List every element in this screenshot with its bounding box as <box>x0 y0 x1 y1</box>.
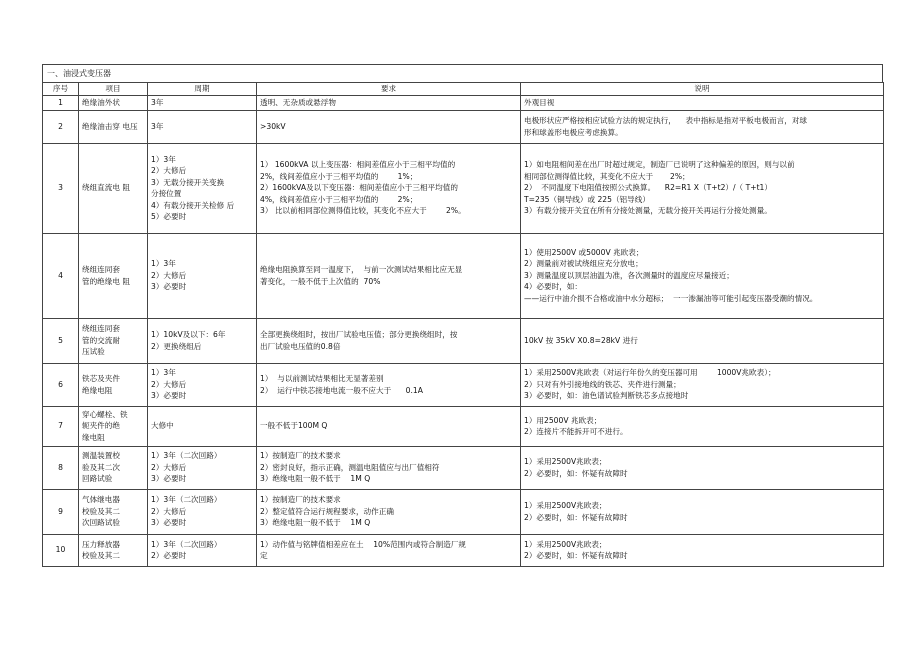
test-requirement <box>257 143 521 233</box>
test-cycle-line: 2）大修后 <box>151 462 187 472</box>
table-row <box>43 233 884 318</box>
test-note-line: 1）采用2500V兆欧表； <box>524 457 607 466</box>
test-cycle-line: 1）3年 <box>151 154 176 164</box>
test-requirement-line: 1）动作值与铭牌值相差应在土 10%范围内或符合制造厂规 <box>260 539 467 549</box>
test-item-line: 压力释放器 <box>82 539 120 549</box>
test-note <box>521 96 884 111</box>
test-item-line: 次回路试验 <box>82 518 120 528</box>
row-number: 7 <box>43 406 79 446</box>
test-requirement-line: 4%，线间差值应小于三相平均值的 2%； <box>260 194 418 204</box>
table-row <box>43 110 884 143</box>
test-item-line: 校验及其二 <box>82 506 120 516</box>
test-note-line: 2）必要时，如：怀疑有故障时 <box>524 551 628 560</box>
test-requirement-line: 2）1600kVA及以下变压器：相间差值应小于三相平均值的 <box>260 183 458 193</box>
test-note-line: 3）测量温度以顶层油温为准，各次测量时的温度应尽量接近； <box>524 270 734 280</box>
header-note: 说明 <box>521 83 884 96</box>
test-cycle <box>148 318 257 363</box>
test-item <box>79 489 148 534</box>
test-cycle <box>148 406 257 446</box>
test-requirement-line: 1） 1600kVA 以上变压器：相间差值应小于三相平均值的 <box>260 160 456 170</box>
row-number: 9 <box>43 489 79 534</box>
test-item <box>79 406 148 446</box>
test-item <box>79 534 148 566</box>
test-requirement <box>257 318 521 363</box>
test-note-line: 10kV 按 35kV X0.8=28kV 进行 <box>524 335 638 345</box>
test-note <box>521 143 884 233</box>
test-cycle-line: 5）必要时 <box>151 212 187 221</box>
test-requirement <box>257 489 521 534</box>
test-item-line: 压试验 <box>82 347 105 357</box>
header-requirement: 要求 <box>257 83 521 96</box>
test-requirement <box>257 534 521 566</box>
test-cycle-line: 2）大修后 <box>151 270 187 280</box>
test-note-line: 相同部位测得值比较，其变化不应大于 2%； <box>524 171 690 181</box>
test-cycle <box>148 233 257 318</box>
row-number: 3 <box>43 143 79 233</box>
test-note <box>521 489 884 534</box>
test-cycle-line: 1）3年（二次回路） <box>151 451 222 461</box>
table-row <box>43 489 884 534</box>
test-cycle-line: 3）必要时 <box>151 282 187 292</box>
test-requirement-line: 2%，线间差值应小于三相平均值的 1%； <box>260 171 418 181</box>
test-requirement-line: 3）绝缘电阻一般不低于 1M Q <box>260 474 371 484</box>
test-cycle-line: 1）3年 <box>151 259 176 269</box>
test-item <box>79 96 148 111</box>
test-cycle-line: 2）大修后 <box>151 379 187 389</box>
test-cycle-line: 3）必要时 <box>151 474 187 484</box>
test-cycle-line: 2）大修后 <box>151 166 187 175</box>
table-row <box>43 406 884 446</box>
test-note-line: 外观目视 <box>524 98 555 107</box>
test-cycle-line: 大修中 <box>151 421 174 431</box>
test-requirement-line: 定 <box>260 551 268 560</box>
test-cycle <box>148 110 257 143</box>
test-requirement-line: 出厂试验电压值的0.8倍 <box>260 341 341 351</box>
test-requirement <box>257 233 521 318</box>
test-item-line: 气体继电器 <box>82 495 120 505</box>
test-item <box>79 318 148 363</box>
test-item-line: 管的交流耐 <box>82 335 120 345</box>
table-row <box>43 446 884 489</box>
test-note-line: 2）连接片不能拆开可不进行。 <box>524 427 628 436</box>
test-cycle-line: 3年 <box>151 98 164 107</box>
test-item-line: 缘电阻 <box>82 432 105 442</box>
test-item-line: 绝缘电阻 <box>82 385 113 395</box>
test-item-line: 回路试验 <box>82 474 113 484</box>
row-number: 1 <box>43 96 79 111</box>
test-cycle-line: 1）10kV及以下：6年 <box>151 330 226 339</box>
test-item-line: 穿心螺栓、铁 <box>82 409 128 419</box>
test-requirement <box>257 363 521 406</box>
test-item <box>79 110 148 143</box>
test-note-line: 2）必要时，如：怀疑有故障时 <box>524 468 628 478</box>
test-note <box>521 110 884 143</box>
test-note-line: 1）用2500V 兆欧表； <box>524 415 602 425</box>
row-number: 2 <box>43 110 79 143</box>
test-note-line: 1）采用2500V兆欧表； <box>524 539 607 549</box>
test-item-line: 绕组连同套 <box>82 324 120 334</box>
test-cycle-line: 3）必要时 <box>151 391 187 401</box>
test-note <box>521 446 884 489</box>
test-cycle-line: 2）更换绕组后 <box>151 341 202 351</box>
test-cycle <box>148 446 257 489</box>
header-cycle: 周期 <box>148 83 257 96</box>
test-note <box>521 406 884 446</box>
test-note-line: ——运行中油介损不合格或油中水分超标； 一一渗漏油等可能引起变压器受潮的情况。 <box>524 293 818 303</box>
test-item-line: 绝缘油击穿 电压 <box>82 121 138 131</box>
test-requirement-line: 著变化，一般不低于上次值的 70% <box>260 276 381 286</box>
test-item-line: 验及其二次 <box>82 462 120 472</box>
test-note-line: 2）只对有外引接地线的铁芯、夹件进行测量； <box>524 379 681 389</box>
test-item-line: 铁芯及夹件 <box>82 374 120 383</box>
row-number: 4 <box>43 233 79 318</box>
test-note-line: 1）如电阻相间差在出厂时超过规定，制造厂已说明了这种偏差的原因，则与以前 <box>524 160 795 170</box>
header-item: 项目 <box>79 83 148 96</box>
test-note <box>521 534 884 566</box>
test-note-line: 3）必要时，如：油色谱试验判断铁芯多点接地时 <box>524 391 689 401</box>
test-cycle-line: 3）必要时 <box>151 518 187 528</box>
test-note <box>521 318 884 363</box>
test-requirement-line: 1）按制造厂的技术要求 <box>260 451 341 461</box>
test-cycle-line: 4）有载分接开关检修 后 <box>151 200 235 210</box>
test-requirement <box>257 406 521 446</box>
test-cycle-line: 2）大修后 <box>151 506 187 516</box>
header-no: 序号 <box>43 83 79 96</box>
table-row <box>43 534 884 566</box>
test-requirement-line: 全部更换绕组时，按出厂试验电压值；部分更换绕组时，按 <box>260 330 458 339</box>
test-requirement-line: 2）整定值符合运行规程要求，动作正确 <box>260 506 394 516</box>
test-requirement-line: >30kV <box>260 121 286 131</box>
test-item <box>79 143 148 233</box>
test-requirement-line: 3） 比以前相同部位测得值比较，其变化不应大于 2%。 <box>260 206 466 216</box>
test-cycle <box>148 96 257 111</box>
test-items-table <box>42 82 884 567</box>
table-header-row <box>43 83 884 96</box>
test-cycle-line: 分接位置 <box>151 189 182 198</box>
test-note-line: 1）采用2500V兆欧表（对运行年份久的变压器可用 1000V兆欧表）； <box>524 368 776 378</box>
table-row <box>43 96 884 111</box>
test-note-line: T=235（铜导线）或 225（铝导线） <box>524 194 650 204</box>
row-number: 5 <box>43 318 79 363</box>
test-item <box>79 363 148 406</box>
test-item <box>79 233 148 318</box>
table-body <box>43 96 884 567</box>
test-note-line: 形和球盖形电极应考虑换算。 <box>524 127 623 137</box>
test-note <box>521 363 884 406</box>
test-cycle-line: 1）3年（二次回路） <box>151 539 222 549</box>
test-item <box>79 446 148 489</box>
test-cycle-line: 2）必要时 <box>151 551 187 560</box>
test-note <box>521 233 884 318</box>
test-requirement <box>257 96 521 111</box>
test-item-line: 绕组连同套 <box>82 265 120 274</box>
test-note-line: 电极形状应严格按相应试验方法的规定执行， 表中指标是指对平板电极而言，对球 <box>524 116 808 125</box>
test-note-line: 1）使用2500V 或5000V 兆欧表； <box>524 247 644 257</box>
row-number: 8 <box>43 446 79 489</box>
test-cycle <box>148 363 257 406</box>
test-requirement-line: 透明、无杂质或悬浮物 <box>260 98 336 107</box>
document-page <box>42 64 883 567</box>
table-row <box>43 143 884 233</box>
test-requirement <box>257 446 521 489</box>
test-note-line: 2）测量前对被试绕组应充分放电； <box>524 259 643 269</box>
test-requirement-line: 绝缘电阻换算至同一温度下， 与前一次测试结果相比应无显 <box>260 265 463 274</box>
test-cycle-line: 1）3年 <box>151 368 176 378</box>
test-item-line: 测温装置校 <box>82 451 120 461</box>
test-item-line: 轭夹件的绝 <box>82 421 120 431</box>
test-cycle-line: 3）无载分接开关变换 <box>151 177 225 187</box>
test-cycle-line: 1）3年（二次回路） <box>151 495 222 505</box>
test-note-line: 4）必要时，如： <box>524 282 582 292</box>
section-title: 一、油浸式变压器 <box>42 64 883 82</box>
test-requirement-line: 2）密封良好，指示正确，测温电阻值应与出厂值相符 <box>260 462 440 472</box>
test-note-line: 3）有载分接开关宜在所有分接处测量，无载分接开关再运行分接处测量。 <box>524 206 772 216</box>
row-number: 6 <box>43 363 79 406</box>
test-cycle-line: 3年 <box>151 121 164 131</box>
test-cycle <box>148 534 257 566</box>
test-cycle <box>148 489 257 534</box>
test-requirement-line: 一般不低于100M Q <box>260 421 328 431</box>
row-number: 10 <box>43 534 79 566</box>
test-requirement <box>257 110 521 143</box>
test-note-line: 1）采用2500V兆欧表； <box>524 501 607 510</box>
test-item-line: 校验及其二 <box>82 551 120 560</box>
table-row <box>43 318 884 363</box>
test-requirement-line: 1）按制造厂的技术要求 <box>260 495 341 505</box>
test-cycle <box>148 143 257 233</box>
test-item-line: 管的绝缘电 阻 <box>82 276 130 286</box>
test-item-line: 绝缘油外状 <box>82 98 120 107</box>
test-requirement-line: 3）绝缘电阻一般不低于 1M Q <box>260 518 371 528</box>
test-item-line: 绕组直流电 阻 <box>82 183 130 193</box>
test-note-line: 2） 不同温度下电阻值按照公式换算。 R2=R1 X（T+t2）/（ T+t1） <box>524 183 772 193</box>
test-requirement-line: 1） 与以前测试结果相比无显著差别 <box>260 374 384 383</box>
test-requirement-line: 2） 运行中铁芯接地电流一般不应大于 0.1A <box>260 385 423 395</box>
test-note-line: 2）必要时，如：怀疑有故障时 <box>524 512 628 522</box>
table-row <box>43 363 884 406</box>
